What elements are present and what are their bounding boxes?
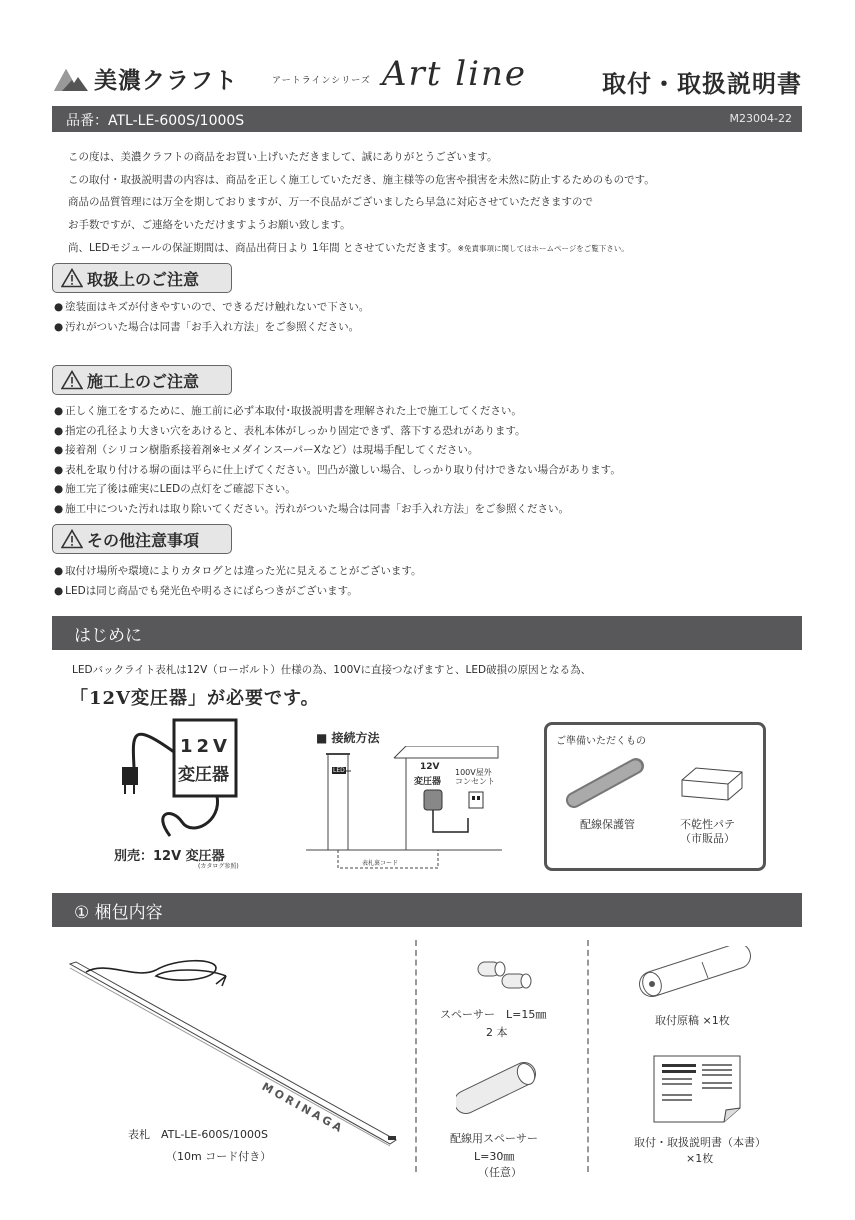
wiring-spacer-icon bbox=[456, 1062, 540, 1116]
other-notes-title: その他注意事項 bbox=[87, 530, 200, 550]
list-item: ● LEDは同じ商品でも発光色や明るさにばらつきがございます。 bbox=[54, 582, 794, 602]
manual-quantity: ×1枚 bbox=[686, 1152, 714, 1165]
warranty-line bbox=[68, 237, 798, 261]
other-notes-list bbox=[54, 562, 794, 601]
spacer-label: スペーサー L=15㎜ bbox=[440, 1008, 547, 1021]
connection-diagram bbox=[306, 746, 502, 870]
part-number-bar bbox=[52, 106, 802, 132]
list-item: ● 指定の孔径より大きい穴をあけると、表札本体がしっかり固定できず、落下する恐れがあります。 bbox=[54, 422, 794, 442]
warranty-note: ※免責事項に関してはホームページをご覧下さい。 bbox=[457, 243, 629, 253]
construction-list bbox=[54, 402, 794, 519]
series-logo: Art line bbox=[382, 54, 528, 94]
page-header bbox=[52, 52, 802, 104]
brand-mountain-icon bbox=[52, 65, 90, 93]
intro-line: 商品の品質管理には万全を期しておりますが、万一不良品がございましたら早急に対応させていただきますので bbox=[68, 196, 593, 209]
catalog-reference: (カタログ参照) bbox=[198, 863, 239, 870]
conduit-icon bbox=[566, 756, 646, 808]
spacer-icon bbox=[474, 956, 534, 992]
handling-heading bbox=[52, 263, 232, 293]
wiring-spacer-length: L=30㎜ bbox=[474, 1150, 515, 1163]
list-item: ● 汚れがついた場合は同書「お手入れ方法」をご参照ください。 bbox=[54, 318, 794, 338]
led-tag: LED bbox=[333, 767, 345, 774]
nameplate-cord-note: （10m コード付き） bbox=[166, 1150, 272, 1163]
transformer-required: 「12V変圧器」が必要です。 bbox=[70, 688, 320, 709]
connection-transformer-voltage: 12V bbox=[420, 762, 440, 772]
column-divider bbox=[415, 940, 417, 1172]
sold-separately-label: 別売：12V 変圧器 bbox=[114, 849, 225, 864]
wiring-spacer-label: 配線用スペーサー bbox=[450, 1132, 538, 1145]
list-item: ● 取付け場所や環境によりカタログとは違った光に見えることがございます。 bbox=[54, 562, 794, 582]
nameplate-text: MORINAGA bbox=[259, 1080, 347, 1137]
putty-note: （市販品） bbox=[680, 832, 735, 845]
intro-section-title: はじめに bbox=[74, 626, 142, 646]
warning-icon bbox=[61, 268, 83, 288]
package-contents-bar bbox=[52, 893, 802, 927]
list-item: ● 施工中についた汚れは取り除いてください。汚れがついた場合は同書「お手入れ方法」をご参照ください。 bbox=[54, 500, 794, 520]
transformer-label-voltage: 12V bbox=[180, 736, 231, 757]
list-item: ● 塗装面はキズが付きやすいので、できるだけ触れないで下さい。 bbox=[54, 298, 794, 318]
column-divider bbox=[587, 940, 589, 1172]
cord-label: 表札裏コード bbox=[362, 860, 399, 867]
transformer-label-name: 変圧器 bbox=[178, 765, 229, 785]
nameplate-illustration bbox=[66, 950, 406, 1150]
intro-section-bar bbox=[52, 616, 802, 650]
warranty-text: 尚、LEDモジュールの保証期間は、商品出荷日より 1年間 とさせていただきます。 bbox=[68, 241, 458, 254]
series-label: アートラインシリーズ bbox=[272, 76, 371, 86]
intro-line: この取付・取扱説明書の内容は、商品を正しく施工していただき、施主様等の危害や損害を未然に防止するためのものです。 bbox=[68, 173, 655, 186]
brand-name: 美濃クラフト bbox=[94, 68, 238, 94]
connection-title: ■ 接続方法 bbox=[316, 731, 380, 745]
warning-icon bbox=[61, 370, 83, 390]
intro-line: お手数ですが、ご連絡をいただけますようお願い致します。 bbox=[68, 219, 351, 232]
document-title: 取付・取扱説明書 bbox=[602, 70, 802, 98]
intro-line: この度は、美濃クラフトの商品をお買い上げいただきまして、誠にありがとうございます。 bbox=[68, 151, 498, 163]
putty-icon bbox=[676, 764, 748, 804]
intro-text bbox=[68, 146, 798, 261]
wiring-spacer-optional: （任意） bbox=[478, 1166, 522, 1179]
template-label: 取付原稿 ×1枚 bbox=[655, 1014, 730, 1027]
putty-label: 不乾性パテ bbox=[680, 818, 735, 831]
connection-transformer-name: 変圧器 bbox=[414, 777, 442, 787]
outlet-label-line2: コンセント bbox=[455, 777, 495, 786]
construction-heading bbox=[52, 365, 232, 395]
handling-list bbox=[54, 298, 794, 337]
brand-logo bbox=[52, 62, 238, 95]
outlet-label-line1: 100V屋外 bbox=[455, 768, 492, 777]
construction-title: 施工上のご注意 bbox=[87, 371, 200, 391]
spacer-quantity: 2 本 bbox=[486, 1026, 508, 1039]
voltage-note: LEDバックライト表札は12V（ローボルト）仕様の為、100Vに直接つなげますと、LED破損の原因となる為、 bbox=[72, 664, 592, 676]
template-roll-icon bbox=[638, 946, 754, 998]
preparation-title: ご準備いただくもの bbox=[556, 736, 646, 747]
handling-title: 取扱上のご注意 bbox=[87, 269, 200, 289]
conduit-label: 配線保護管 bbox=[580, 818, 635, 831]
part-number: 品番：ATL-LE-600S/1000S bbox=[66, 113, 245, 129]
list-item: ● 施工完了後は確実にLEDの点灯をご確認下さい。 bbox=[54, 480, 794, 500]
package-contents-title: ① 梱包内容 bbox=[74, 903, 163, 923]
nameplate-label: 表札 ATL-LE-600S/1000S bbox=[128, 1128, 269, 1141]
other-notes-heading bbox=[52, 524, 232, 554]
list-item: ● 接着剤（シリコン樹脂系接着剤※セメダインスーパーXなど）は現場手配してください。 bbox=[54, 441, 794, 461]
list-item: ● 正しく施工をするために、施工前に必ず本取付･取扱説明書を理解された上で施工してください。 bbox=[54, 402, 794, 422]
list-item: ● 表札を取り付ける塀の面は平らに仕上げてください。凹凸が激しい場合、しっかり取り付けできない場合があります。 bbox=[54, 461, 794, 481]
manual-icon bbox=[650, 1054, 746, 1124]
manual-label: 取付・取扱説明書（本書） bbox=[634, 1136, 766, 1149]
document-code: M23004-22 bbox=[729, 112, 792, 125]
warning-icon bbox=[61, 529, 83, 549]
